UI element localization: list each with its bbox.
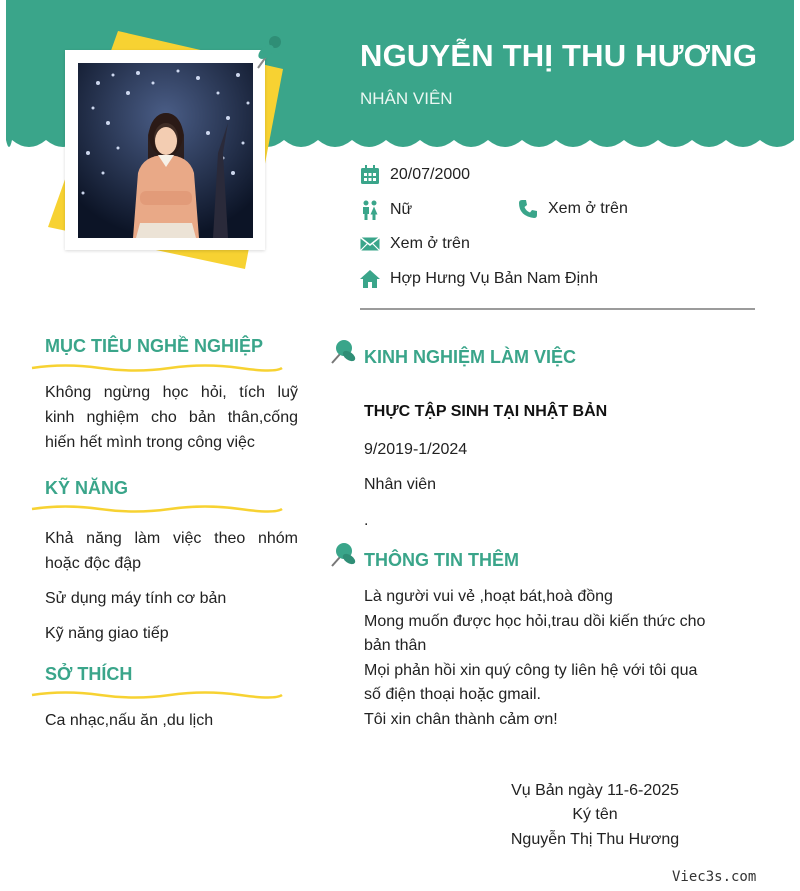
dob-value: 20/07/2000 <box>390 166 471 183</box>
skill-item <box>45 526 298 576</box>
skill-line: Khả năng làm việc theo nhóm <box>45 530 298 547</box>
objective-line: hiến hết mình trong công việc <box>45 434 255 451</box>
objective-text <box>45 380 298 455</box>
extra-line: Là người vui vẻ ,hoạt bát,hoà đồng <box>364 588 613 605</box>
candidate-position: NHÂN VIÊN <box>360 89 453 108</box>
contact-email <box>360 234 470 254</box>
extra-line: bản thân <box>364 637 427 654</box>
home-icon <box>360 269 380 289</box>
skill-item <box>45 621 298 646</box>
extra-text <box>364 585 744 732</box>
brand-watermark: Viec3s.com <box>672 869 757 885</box>
skill-line: Sử dụng máy tính cơ bản <box>45 590 227 607</box>
pushpin-icon <box>250 26 290 76</box>
skill-item <box>45 586 298 611</box>
skill-line: hoặc độc đập <box>45 555 142 572</box>
skills-title: KỸ NĂNG <box>45 478 129 498</box>
phone-icon <box>518 199 538 219</box>
experience-title: KINH NGHIỆM LÀM VIỆC <box>364 347 577 367</box>
job-note: . <box>364 512 369 529</box>
pushpin-icon <box>328 540 358 570</box>
job-title: THỰC TẬP SINH TẠI NHẬT BẢN <box>364 403 608 420</box>
email-icon <box>360 234 380 254</box>
objective-line: Không ngừng học hỏi, tích luỹ <box>45 384 298 401</box>
skills-list <box>45 526 298 646</box>
gender-value: Nữ <box>390 201 413 218</box>
contact-gender <box>360 200 412 220</box>
contact-dob <box>360 165 470 185</box>
contact-address <box>360 269 598 289</box>
pushpin-icon <box>328 337 358 367</box>
hobbies-title: SỞ THÍCH <box>45 664 133 684</box>
profile-photo <box>78 63 253 238</box>
job-period: 9/2019-1/2024 <box>364 441 468 458</box>
objective-title: MỤC TIÊU NGHỀ NGHIỆP <box>45 336 264 356</box>
address-value: Hợp Hưng Vụ Bản Nam Định <box>390 270 598 287</box>
candidate-name: NGUYỄN THỊ THU HƯƠNG <box>360 38 758 73</box>
extra-line: Mong muốn được học hỏi,trau dồi kiến thức cho <box>364 612 706 630</box>
contact-divider <box>360 308 755 310</box>
wavy-underline <box>30 362 285 374</box>
extra-line: Mọi phản hồi xin quý công ty liên hệ với tôi qua <box>364 661 698 679</box>
gender-icon <box>360 200 380 220</box>
wavy-underline <box>30 503 285 515</box>
signature-place-date: Vụ Bản ngày 11-6-2025 <box>511 782 679 799</box>
objective-line: kinh nghiệm cho bản thân,cống <box>45 409 298 426</box>
email-value: Xem ở trên <box>390 235 470 252</box>
extra-title: THÔNG TIN THÊM <box>364 550 519 570</box>
calendar-icon <box>360 165 380 185</box>
signature-name: Nguyễn Thị Thu Hương <box>510 831 680 848</box>
phone-value: Xem ở trên <box>548 200 628 217</box>
signature-label: Ký tên <box>572 806 618 823</box>
extra-line: số điện thoại hoặc gmail. <box>364 686 541 703</box>
job-role: Nhân viên <box>364 476 437 493</box>
contact-phone <box>518 199 628 219</box>
skill-line: Kỹ năng giao tiếp <box>45 625 169 642</box>
wavy-underline <box>30 689 285 701</box>
extra-line: Tôi xin chân thành cảm ơn! <box>364 710 558 728</box>
hobbies-text: Ca nhạc,nấu ăn ,du lịch <box>45 712 214 729</box>
